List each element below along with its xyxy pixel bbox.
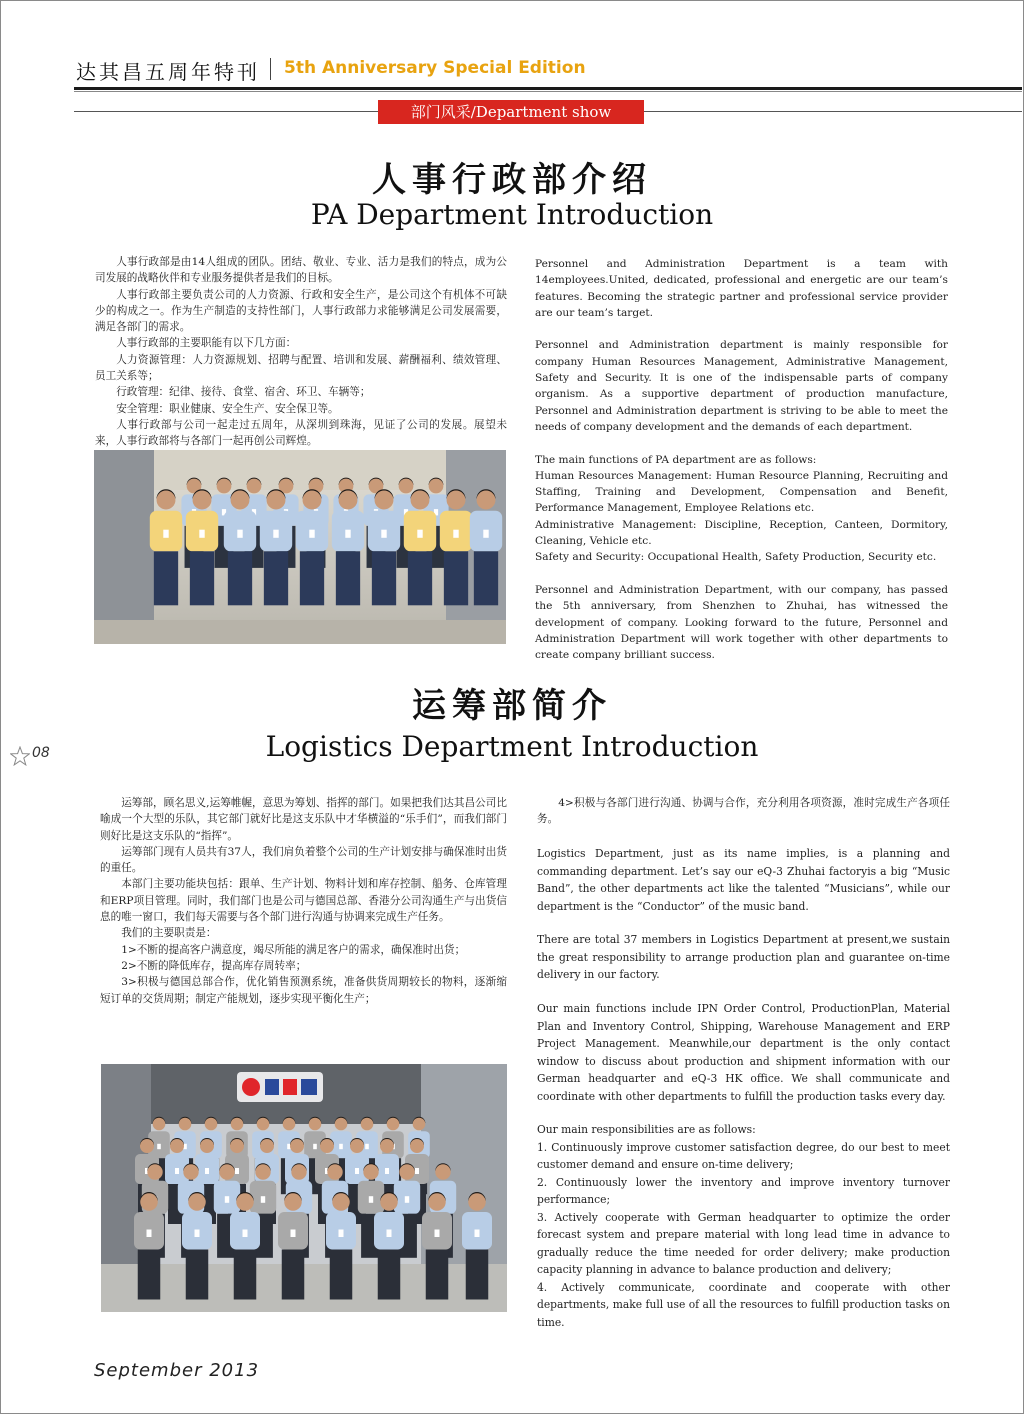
logistics-cn-text [100,795,507,1007]
paragraph: 人事行政部与公司一起走过五周年，从深圳到珠海，见证了公司的发展。展望未来，人事行政部将与各部门一起再创公司辉煌。 [95,418,507,448]
paragraph: 3>积极与德国总部合作，优化销售预测系统，准备供货周期较长的物料，逐渐缩短订单的交货周期；制定产能规划，逐步实现平衡化生产； [100,976,507,1005]
pa-cn-text [95,254,507,450]
header-title-en: 5th Anniversary Special Edition [284,58,586,78]
paragraph: Personnel and Administration department is mainly responsible for company Human Resources Management, Administrative Management, Safety and Security. It is one of the indispensable parts of company organism. As a supportive department of production manufacture, Personnel and Administration department is striving to be able to meet the needs of company development and the demands of each department. [535,339,948,433]
paragraph [537,915,950,931]
paragraph: Personnel and Administration Department is a team with 14employees.United, dedicated, professional and energetic are our team’s features. Becoming the strategic partner and professional service provider are our team’s target. [535,258,948,319]
paragraph: 1. Continuously improve customer satisfaction degree, do our best to meet customer demand and ensure on-time delivery; [537,1140,950,1172]
paragraph: 人事行政部是由14人组成的团队。团结、敬业、专业、活力是我们的特点，成为公司发展的战略伙伴和专业服务提供者是我们的目标。 [95,256,507,285]
logistics-title-cn: 运筹部简介 [412,686,612,726]
pa-en-text [535,256,948,663]
pa-team-photo [94,450,506,644]
paragraph: Safety and Security: Occupational Health, Safety Production, Security etc. [535,551,937,564]
logistics-team-photo-image [101,1064,507,1312]
paragraph: 4. Actively communicate, coordinate and cooperate with other departments, make full use of all the resources to fulfill production tasks on time. [537,1280,950,1329]
paragraph: 人事行政部的主要职能有以下几方面： [116,337,297,350]
paragraph: 3. Actively cooperate with German headquarter to optimize the order forecast system and prepare material with long lead time in advance to gradually reduce the time needed for order delivery; make production capacity planning in advance to balance production and delivery; [537,1210,950,1277]
paragraph: Logistics Department, just as its name implies, is a planning and commanding department. Let’s say our eQ-3 Zhuhai factoryis a big “Music Band”, the other departments act like the talented “Musicians”, while our department is the “Conductor” of the music band. [537,847,950,913]
paragraph [535,435,948,451]
logistics-title-en: Logistics Department Introduction [265,730,759,763]
footer-date: September 2013 [94,1360,260,1381]
header-rule-thin [74,91,1022,92]
paragraph: 1>不断的提高客户满意度，竭尽所能的满足客户的需求，确保准时出货； [121,943,466,956]
paragraph: Human Resources Management: Human Resource Planning, Recruiting and Staffing, Training and Development, Compensation and Benefit, Performance Management, Employee Relations etc. [535,469,948,515]
paragraph [535,321,948,337]
paragraph: 运筹部门现有人员共有37人，我们肩负着整个公司的生产计划安排与确保准时出货的重任。 [100,845,507,875]
logistics-team-photo [101,1064,507,1312]
paragraph: 2. Continuously lower the inventory and improve inventory turnover performance; [537,1175,950,1207]
paragraph: Our main responsibilities are as follows: [537,1123,756,1137]
page-number: 08 [32,745,50,761]
section-tag: 部门风采/Department show [378,100,644,124]
paragraph: There are total 37 members in Logistics Department at present,we sustain the great responsibility to arrange production plan and guarantee on-time delivery in our factory. [537,933,950,982]
paragraph: 2>不断的降低库存，提高库存周转率； [121,959,307,972]
paragraph: 安全管理：职业健康、安全生产、安全保卫等。 [116,402,339,415]
paragraph: 人力资源管理：人力资源规划、招聘与配置、培训和发展、薪酬福利、绩效管理、员工关系等； [95,353,507,383]
header-separator [270,58,271,80]
paragraph [537,984,950,1000]
paragraph: 人事行政部主要负责公司的人力资源、行政和安全生产，是公司这个有机体不可缺少的构成之一。作为生产制造的支持性部门，人事行政部力求能够满足公司发展需要，满足各部门的需求。 [95,288,507,334]
star-icon [10,746,30,766]
paragraph: Administrative Management: Discipline, Reception, Canteen, Dormitory, Cleaning, Vehicle etc. [535,518,948,548]
pa-team-photo-image [94,450,506,644]
header-title-cn: 达其昌五周年特刊 [76,60,260,84]
paragraph [537,1105,950,1121]
paragraph: 4>积极与各部门进行沟通、协调与合作，充分利用各项资源，准时完成生产各项任务。 [537,797,950,826]
paragraph: 本部门主要功能块包括：跟单、生产计划、物料计划和库存控制、船务、仓库管理和ERP项目管理。同时，我们部门也是公司与德国总部、香港分公司沟通生产与出货信息的唯一窗口，我们每天需要与各个部门进行沟通与协调来完成生产任务。 [100,878,507,924]
paragraph: The main functions of PA department are as follows: [535,453,817,466]
logistics-cn-text-right [537,795,950,828]
paragraph: 行政管理：纪律、接待、食堂、宿舍、环卫、车辆等； [116,386,371,399]
pa-title-en: PA Department Introduction [310,198,714,231]
paragraph: Personnel and Administration Department, with our company, has passed the 5th anniversary, from Shenzhen to Zhuhai, has witnessed the development of company. Looking forward to the future, Personnel and Administration Department will work together with other departments to create company brilliant success. [535,583,948,662]
paragraph [535,566,948,582]
paragraph: Our main functions include IPN Order Control, ProductionPlan, Material Plan and Inventory Control, Shipping, Warehouse Management and ERP Project Management. Meanwhile,our department is the only contact window to discuss about production and shipment information with our German headquarter and eQ-3 HK office. We shall communicate and coordinate with other departments to fulfill the production tasks every day. [537,1002,950,1103]
paragraph: 我们的主要职责是： [121,927,217,940]
header-rule [74,87,1022,90]
logistics-en-text [537,845,950,1331]
pa-title-cn: 人事行政部介绍 [372,160,652,200]
paragraph: 运筹部，顾名思义,运筹帷幄，意思为筹划、指挥的部门。如果把我们达其昌公司比喻成一个大型的乐队，其它部门就好比是这支乐队中才华横溢的“乐手们”，而我们部门则好比是这支乐队的“指挥”。 [100,797,507,842]
